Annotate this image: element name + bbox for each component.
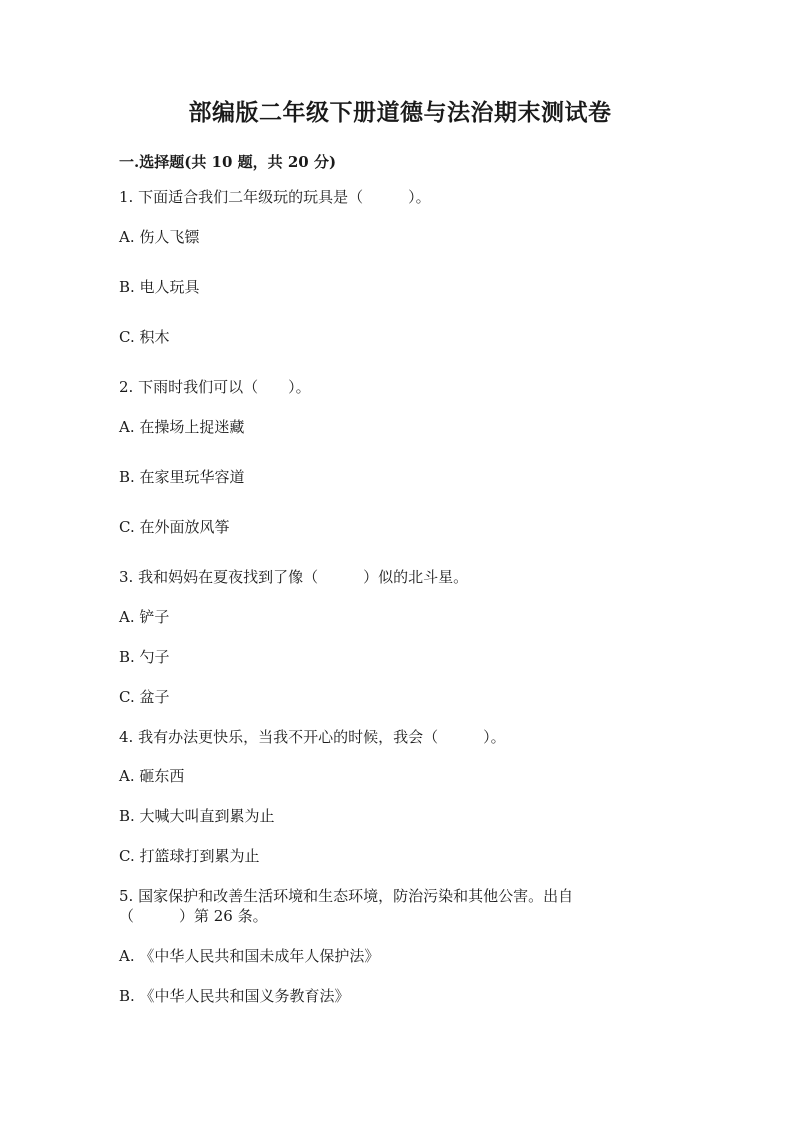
question-4-option-c: C. 打篮球打到累为止 (119, 847, 260, 865)
question-5-stem-line2: （ ）第 26 条。 (119, 907, 268, 925)
question-5-option-a: A. 《中华人民共和国未成年人保护法》 (119, 947, 380, 965)
question-3-stem: 3. 我和妈妈在夏夜找到了像（ ）似的北斗星。 (119, 568, 469, 586)
question-3-option-c: C. 盆子 (119, 688, 170, 706)
section-heading: 一.选择题(共 10 题，共 20 分) (119, 153, 337, 171)
question-1-option-c: C. 积木 (119, 328, 170, 346)
question-5-stem-line1: 5. 国家保护和改善生活环境和生态环境，防治污染和其他公害。出自 (119, 887, 574, 905)
question-2-stem: 2. 下雨时我们可以（ ）。 (119, 378, 311, 396)
question-1-option-b: B. 电人玩具 (119, 278, 200, 296)
question-3-option-a: A. 铲子 (119, 608, 170, 626)
question-2-option-c: C. 在外面放风筝 (119, 518, 230, 536)
question-4-option-a: A. 砸东西 (119, 767, 185, 785)
question-2-option-a: A. 在操场上捉迷藏 (119, 418, 245, 436)
question-5-option-b: B. 《中华人民共和国义务教育法》 (119, 987, 350, 1005)
question-1-option-a: A. 伤人飞镖 (119, 228, 200, 246)
question-3-option-b: B. 勺子 (119, 648, 170, 666)
question-4-stem: 4. 我有办法更快乐，当我不开心的时候，我会（ ）。 (119, 728, 506, 746)
question-1-stem: 1. 下面适合我们二年级玩的玩具是（ ）。 (119, 188, 431, 206)
question-2-option-b: B. 在家里玩华容道 (119, 468, 245, 486)
question-4-option-b: B. 大喊大叫直到累为止 (119, 807, 275, 825)
page-title: 部编版二年级下册道德与法治期末测试卷 (188, 99, 612, 126)
